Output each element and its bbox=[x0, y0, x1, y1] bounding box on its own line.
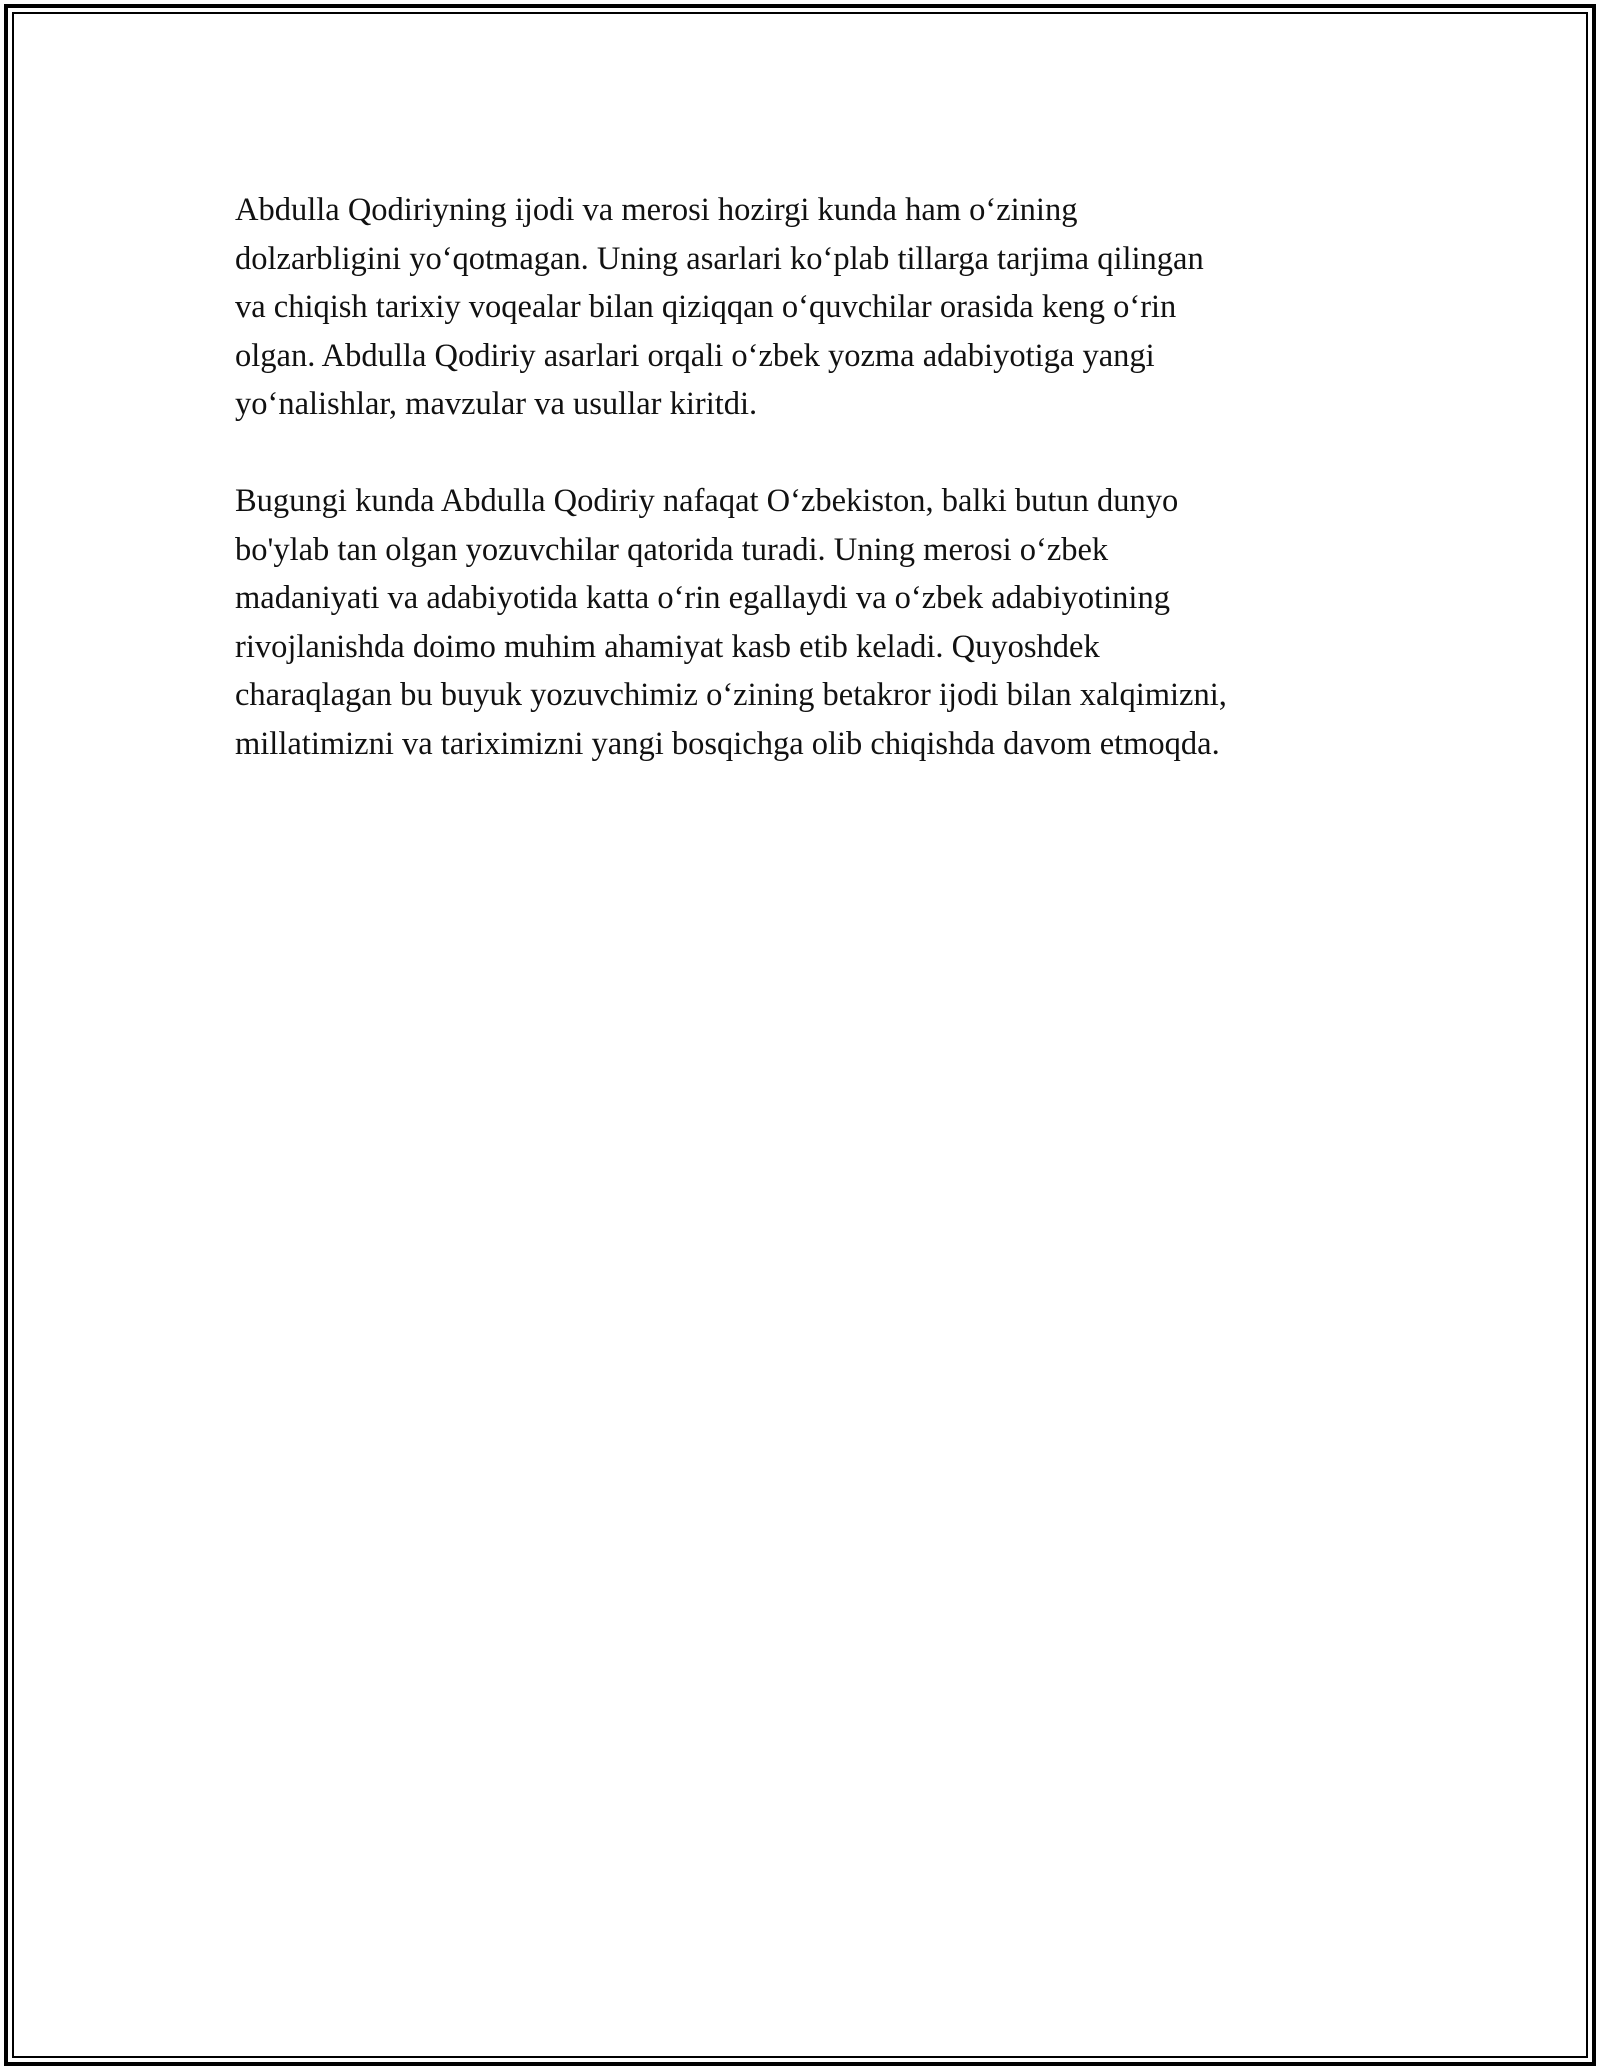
paragraph-2 bbox=[235, 477, 1395, 768]
paragraph-2-line-6: millatimizni va tariximizni yangi bosqichga olib chiqishda davom etmoqda. bbox=[235, 725, 1220, 762]
paragraph-2-line-2: bo'ylab tan olgan yozuvchilar qatorida turadi. Uning merosi o‘zbek bbox=[235, 531, 1109, 568]
paragraph-1-line-4: olgan. Abdulla Qodiriy asarlari orqali o‘zbek yozma adabiyotiga yangi bbox=[235, 337, 1155, 374]
paragraph-1-line-5: yo‘nalishlar, mavzular va usullar kiritdi. bbox=[235, 386, 758, 422]
paragraph-2-line-1: Bugungi kunda Abdulla Qodiriy nafaqat O‘zbekiston, balki butun dunyo bbox=[235, 483, 1179, 519]
paragraph-2-line-5: charaqlagan bu buyuk yozuvchimiz o‘zining betakror ijodi bilan xalqimizni, bbox=[235, 677, 1227, 713]
document-body bbox=[235, 186, 1395, 817]
paragraph-1-line-3: va chiqish tarixiy voqealar bilan qiziqqan o‘quvchilar orasida keng o‘rin bbox=[235, 289, 1177, 325]
paragraph-1-line-1: Abdulla Qodiriyning ijodi va merosi hozirgi kunda ham o‘zining bbox=[235, 192, 1078, 228]
paragraph-1 bbox=[235, 186, 1395, 429]
paragraph-2-line-3: madaniyati va adabiyotida katta o‘rin egallaydi va o‘zbek adabiyotining bbox=[235, 580, 1170, 616]
paragraph-2-line-4: rivojlanishda doimo muhim ahamiyat kasb etib keladi. Quyoshdek bbox=[235, 628, 1100, 665]
paragraph-1-line-2: dolzarbligini yo‘qotmagan. Uning asarlari ko‘plab tillarga tarjima qilingan bbox=[235, 240, 1204, 277]
